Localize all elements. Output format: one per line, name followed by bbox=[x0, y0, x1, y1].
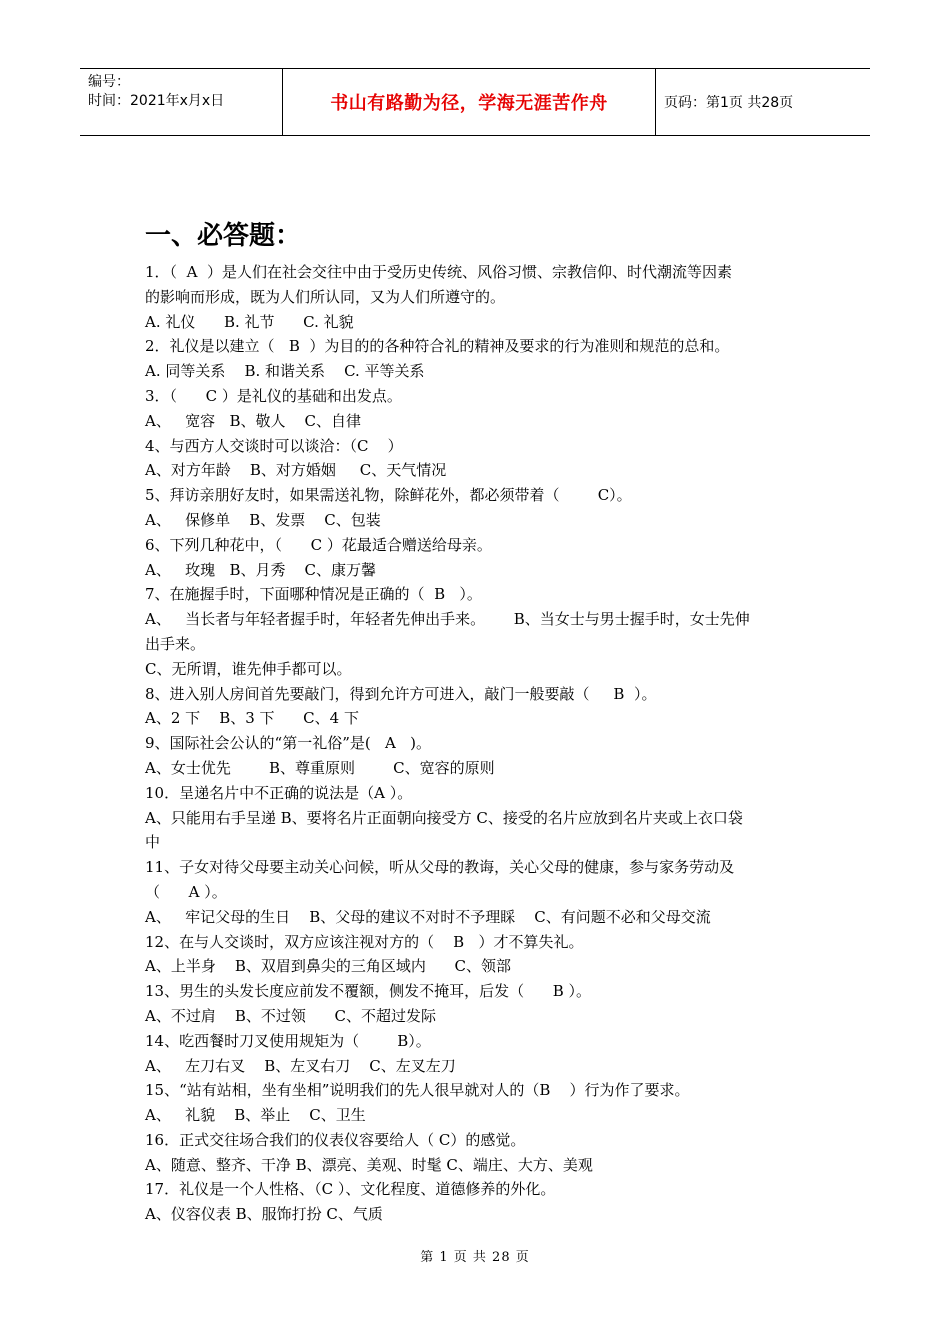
text-line: 12、在与人交谈时，双方应该注视对方的（ B ）才不算失礼。 bbox=[145, 932, 584, 951]
text-line: A、 保修单 B、发票 C、包装 bbox=[145, 510, 381, 529]
text-line: A、上半身 B、双眉到鼻尖的三角区域内 C、领部 bbox=[145, 957, 512, 976]
text-line: A、 礼貌 B、举止 C、卫生 bbox=[145, 1106, 366, 1125]
text-line: 的影响而形成，既为人们所认同，又为人们所遵守的。 bbox=[145, 287, 506, 306]
text-line: A、2 下 B、3 下 C、4 下 bbox=[145, 709, 359, 728]
text-line: A、 宽容 B、敬人 C、自律 bbox=[145, 411, 362, 430]
header-motto: 书山有路勤为径，学海无涯苦作舟 bbox=[283, 69, 656, 135]
text-line: 11、子女对待父母要主动关心问候，听从父母的教诲，关心父母的健康，参与家务劳动及 bbox=[145, 858, 735, 877]
text-line: 8、进入别人房间首先要敲门，得到允许方可进入，敲门一般要敲（ B ）。 bbox=[145, 684, 657, 703]
text-line: A、 当长者与年轻者握手时，年轻者先伸出手来。 B、当女士与男士握手时，女士先伸 bbox=[145, 610, 750, 629]
text-line: C、无所谓，谁先伸手都可以。 bbox=[145, 659, 352, 678]
text-line: 中 bbox=[145, 833, 161, 852]
text-line: 4、与西方人交谈时可以谈洽：（C ） bbox=[145, 436, 403, 455]
section-title: 一、必答题： bbox=[145, 221, 302, 251]
text-line: A、仪容仪表 B、服饰打扮 C、气质 bbox=[145, 1205, 383, 1224]
text-line: A、随意、整齐、干净 B、漂亮、美观、时髦 C、端庄、大方、美观 bbox=[145, 1155, 593, 1174]
text-line: A. 礼仪 B. 礼节 C. 礼貌 bbox=[145, 312, 354, 331]
text-line: 9、国际社会公认的“第一礼俗”是( A )。 bbox=[145, 734, 432, 753]
text-line: （ A ）。 bbox=[145, 882, 227, 901]
text-line: A、 左刀右叉 B、左叉右刀 C、左叉左刀 bbox=[145, 1056, 456, 1075]
header-page-info: 页码：第1页 共28页 bbox=[664, 95, 794, 111]
text-line: A、对方年龄 B、对方婚姻 C、天气情况 bbox=[145, 461, 447, 480]
header-meta bbox=[80, 69, 283, 135]
text-line: A、 玫瑰 B、月秀 C、康万馨 bbox=[145, 560, 377, 579]
page-footer: 第 1 页 共 28 页 bbox=[420, 1250, 530, 1265]
text-line: 15、“站有站相，坐有坐相”说明我们的先人很早就对人的（B ）行为作了要求。 bbox=[145, 1081, 690, 1100]
text-line: 13、男生的头发长度应前发不覆额，侧发不掩耳，后发（ B ）。 bbox=[145, 982, 591, 1001]
text-line: 7、在施握手时，下面哪种情况是正确的（ B ）。 bbox=[145, 585, 482, 604]
text-line: A. 同等关系 B. 和谐关系 C. 平等关系 bbox=[145, 362, 425, 381]
text-line: A、只能用右手呈递 B、要将名片正面朝向接受方 C、接受的名片应放到名片夹或上衣口袋 bbox=[145, 808, 743, 827]
text-line: A、不过肩 B、不过领 C、不超过发际 bbox=[145, 1006, 437, 1025]
text-line: 10．呈递名片中不正确的说法是（A ）。 bbox=[145, 783, 413, 802]
text-line: 17．礼仪是一个人性格、（C ）、文化程度、道德修养的外化。 bbox=[145, 1180, 556, 1199]
text-line: A、 牢记父母的生日 B、父母的建议不对时不予理睬 C、有问题不必和父母交流 bbox=[145, 907, 711, 926]
number-label: 编号： bbox=[88, 74, 130, 90]
text-line: 出手来。 bbox=[145, 634, 206, 653]
document-body bbox=[145, 218, 815, 1227]
text-line: A、女士优先 B、尊重原则 C、宽容的原则 bbox=[145, 758, 495, 777]
text-line: 14、吃西餐时刀叉使用规矩为（ B）。 bbox=[145, 1031, 431, 1050]
time-label: 时间：2021年x月x日 bbox=[88, 93, 225, 109]
question-list bbox=[145, 260, 815, 1227]
text-line: 2．礼仪是以建立（ B ）为目的的各种符合礼的精神及要求的行为准则和规范的总和。 bbox=[145, 337, 730, 356]
text-line: 3．（ C ）是礼仪的基础和出发点。 bbox=[145, 386, 402, 405]
page-header bbox=[80, 68, 870, 136]
text-line: 5、拜访亲朋好友时，如果需送礼物，除鲜花外，都必须带着（ C）。 bbox=[145, 486, 632, 505]
text-line: 6、下列几种花中，（ C ）花最适合赠送给母亲。 bbox=[145, 535, 492, 554]
text-line: 16．正式交往场合我们的仪表仪容要给人（ C）的感觉。 bbox=[145, 1130, 526, 1149]
text-line: 1．（ A ）是人们在社会交往中由于受历史传统、风俗习惯、宗教信仰、时代潮流等因素 bbox=[145, 263, 732, 281]
